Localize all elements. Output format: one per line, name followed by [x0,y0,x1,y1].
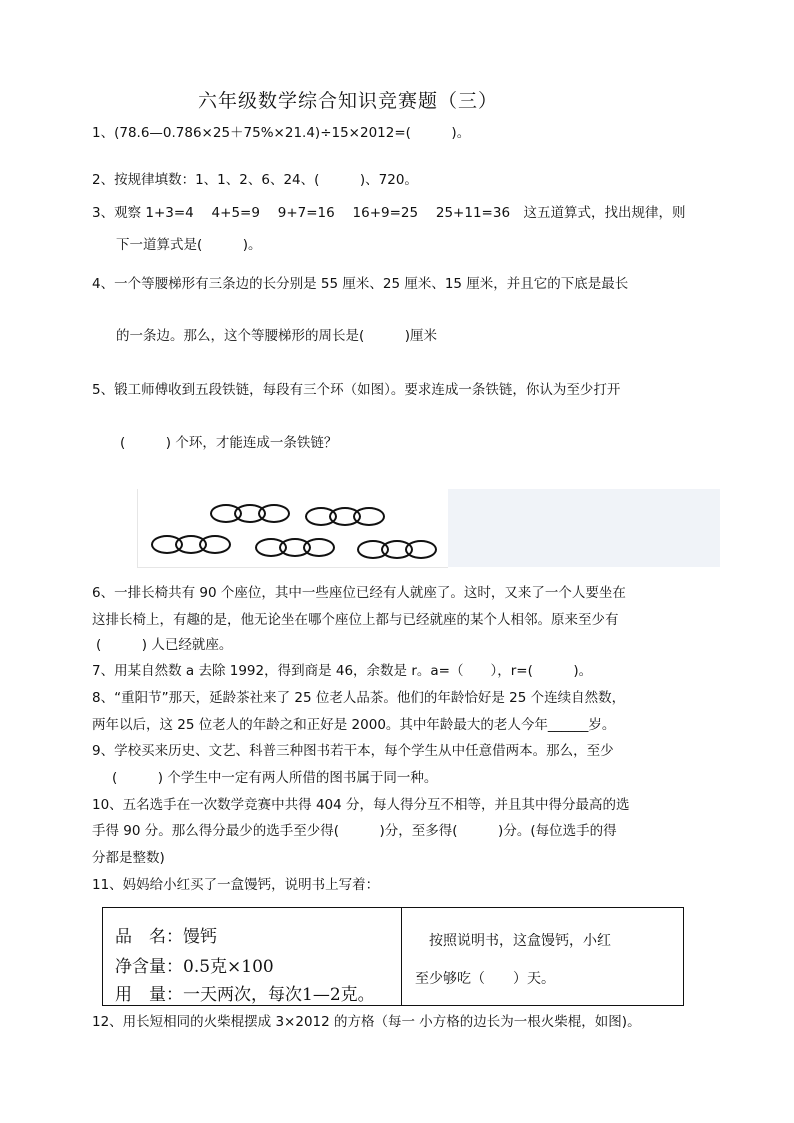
question-4-line-2: 的一条边。那么，这个等腰梯形的周长是( )厘米 [116,328,438,344]
instruction-label-box [102,907,684,1006]
chain-ring [405,540,437,559]
question-6-line-3: ( ) 人已经就座。 [96,637,233,653]
dosage: 用 量：一天两次，每次1—2克。 [115,985,375,1005]
chain-ring [353,507,385,526]
question-8-line-2: 两年以后，这 25 位老人的年龄之和正好是 2000。其中年龄最大的老人今年______岁。 [92,717,616,733]
question-10-line-3: 分都是整数) [92,850,165,866]
product-name: 品 名：馒钙 [115,927,217,947]
question-1: 1、(78.6—0.786×25＋75%×21.4)÷15×2012=( )。 [92,125,471,141]
question-5-line-2: ( ) 个环，才能连成一条铁链？ [120,435,338,451]
question-6-line-1: 6、一排长椅共有 90 个座位，其中一些座位已经有人就座了。这时，又来了一个人要坐在 [92,585,626,601]
question-7: 7、用某自然数 a 去除 1992，得到商是 46，余数是 r。a=（ ），r=( )。 [92,663,593,679]
question-2: 2、按规律填数：1、1、2、6、24、( )、720。 [92,172,418,188]
question-9-line-2: ( ) 个学生中一定有两人所借的图书属于同一种。 [112,770,438,786]
chain-figure [137,489,448,568]
question-12: 12、用长短相同的火柴棍摆成 3×2012 的方格（每一 小方格的边长为一根火柴棍，如图)。 [92,1014,641,1030]
question-8-line-1: 8、“重阳节”那天，延龄茶社来了 25 位老人品茶。他们的年龄恰好是 25 个连续自然数， [92,690,626,706]
figure-background [447,489,720,567]
box-question-line-1: 按照说明书，这盒馒钙，小红 [429,933,611,949]
question-4-line-1: 4、一个等腰梯形有三条边的长分别是 55 厘米、25 厘米、15 厘米，并且它的下底是最长 [92,276,629,292]
chain-ring [303,538,335,557]
box-question-line-2: 至少够吃（ ）天。 [415,971,555,987]
question-3-line-2: 下一道算式是( )。 [116,237,262,253]
question-10-line-2: 手得 90 分。那么得分最少的选手至少得( )分，至多得( )分。(每位选手的得 [92,823,617,839]
chain-ring [258,504,290,523]
question-11: 11、妈妈给小红买了一盒馒钙，说明书上写着： [92,877,380,893]
page-title: 六年级数学综合知识竞赛题（三） [198,90,499,112]
net-content: 净含量：0.5克×100 [115,957,274,977]
question-9-line-1: 9、学校买来历史、文艺、科普三种图书若干本，每个学生从中任意借两本。那么，至少 [92,743,614,759]
question-6-line-2: 这排长椅上，有趣的是，他无论坐在哪个座位上都与已经就座的某个人相邻。原来至少有 [92,612,619,628]
question-10-line-1: 10、五名选手在一次数学竞赛中共得 404 分，每人得分互不相等，并且其中得分最高的选 [92,797,630,813]
chain-ring [199,535,231,554]
question-3-line-1: 3、观察 1+3=4 4+5=9 9+7=16 16+9=25 25+11=36 这五道算式，找出规律，则 [92,205,686,221]
box-divider [401,908,402,1005]
question-5-line-1: 5、锻工师傅收到五段铁链，每段有三个环（如图）。要求连成一条铁链，你认为至少打开 [92,382,621,398]
